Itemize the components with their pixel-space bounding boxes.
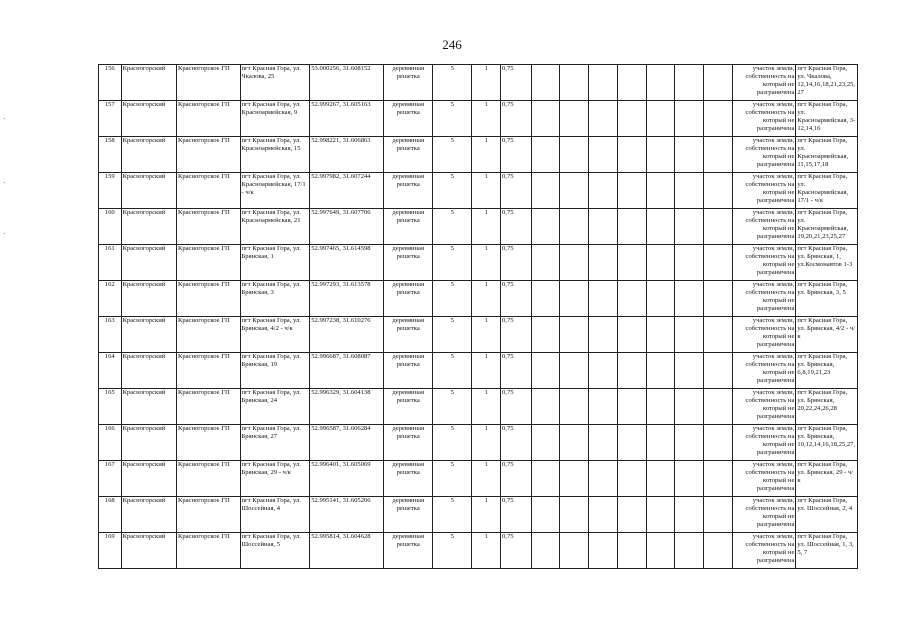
count-cell: 1 [472,497,501,533]
address-cell: пгт Красная Гора, ул. Красноармейская, 17/1 - ч/к [240,173,310,209]
material-cell: деревянная решетка [384,353,433,389]
count-cell: 1 [472,389,501,425]
empty-cell [560,497,589,533]
volume-cell: 0,75 [501,173,532,209]
address-cell: пгт Красная Гора, ул. Красноармейская, 21 [240,209,310,245]
count-cell: 5 [433,533,472,569]
table-row [99,101,858,137]
table-row [99,137,858,173]
coordinates-cell: 52.996401, 31.605069 [310,461,384,497]
empty-cell [589,353,618,389]
empty-cell [560,533,589,569]
material-cell: деревянная решетка [384,497,433,533]
table-row [99,389,858,425]
material-cell: деревянная решетка [384,461,433,497]
settlement-cell: Красногорское ГП [176,461,240,497]
material-cell: деревянная решетка [384,245,433,281]
volume-cell: 0,75 [501,533,532,569]
coordinates-cell: 52.997982, 31.607244 [310,173,384,209]
coordinates-cell: 52.996687, 31.608087 [310,353,384,389]
table-row [99,209,858,245]
empty-cell [646,389,675,425]
district-cell: Красногорский [121,173,176,209]
empty-cell [704,209,733,245]
empty-cell [704,281,733,317]
coordinates-cell: 52.997649, 31.607706 [310,209,384,245]
material-cell: деревянная решетка [384,101,433,137]
empty-cell [531,353,560,389]
row-number: 166 [99,425,122,461]
empty-cell [646,101,675,137]
owner-cell: участок земли, собственность на который не разграничена [732,101,796,137]
empty-cell [589,281,618,317]
count-cell: 5 [433,245,472,281]
district-cell: Красногорский [121,137,176,173]
row-number: 163 [99,317,122,353]
empty-cell [704,245,733,281]
volume-cell: 0,75 [501,317,532,353]
empty-cell [646,533,675,569]
empty-cell [560,425,589,461]
empty-cell [617,425,646,461]
address-cell: пгт Красная Гора, ул. Чкалова, 25 [240,65,310,101]
empty-cell [560,353,589,389]
count-cell: 5 [433,101,472,137]
empty-cell [675,533,704,569]
coordinates-cell: 52.997465, 31.614598 [310,245,384,281]
scan-speck [4,118,5,119]
owner-cell: участок земли, собственность на который не разграничена [732,281,796,317]
row-number: 157 [99,101,122,137]
empty-cell [675,281,704,317]
empty-cell [589,389,618,425]
empty-cell [560,173,589,209]
row-number: 156 [99,65,122,101]
material-cell: деревянная решетка [384,281,433,317]
count-cell: 1 [472,101,501,137]
empty-cell [704,353,733,389]
empty-cell [531,245,560,281]
volume-cell: 0,75 [501,461,532,497]
scan-speck [4,233,5,234]
served-addresses-cell: пгт Красная Гора, ул. Шоссейная, 2, 4 [796,497,858,533]
district-cell: Красногорский [121,353,176,389]
empty-cell [617,209,646,245]
empty-cell [560,65,589,101]
empty-cell [646,173,675,209]
address-cell: пгт Красная Гора, ул. Шоссейная, 4 [240,497,310,533]
settlement-cell: Красногорское ГП [176,101,240,137]
coordinates-cell: 52.999267, 31.605163 [310,101,384,137]
page-number: 246 [442,37,462,52]
empty-cell [531,317,560,353]
empty-cell [589,209,618,245]
empty-cell [704,497,733,533]
empty-cell [589,425,618,461]
served-addresses-cell: пгт Красная Гора, ул. Красноармейская, 17/1 - ч/к [796,173,858,209]
settlement-cell: Красногорское ГП [176,317,240,353]
owner-cell: участок земли, собственность на который не разграничена [732,425,796,461]
district-cell: Красногорский [121,101,176,137]
empty-cell [675,65,704,101]
empty-cell [589,317,618,353]
address-cell: пгт Красная Гора, ул. Брянская, 1 [240,245,310,281]
empty-cell [560,245,589,281]
settlement-cell: Красногорское ГП [176,65,240,101]
served-addresses-cell: пгт Красная Гора, ул. Брянская, 10,12,14,16,18,25,27, [796,425,858,461]
count-cell: 5 [433,65,472,101]
owner-cell: участок земли, собственность на который не разграничена [732,173,796,209]
served-addresses-cell: пгт Красная Гора, ул. Брянская, 3, 5 [796,281,858,317]
volume-cell: 0,75 [501,281,532,317]
empty-cell [646,245,675,281]
district-cell: Красногорский [121,209,176,245]
empty-cell [589,533,618,569]
served-addresses-cell: пгт Красная Гора, ул. Брянская, 20,22,24,26,28 [796,389,858,425]
served-addresses-cell: пгт Красная Гора, ул. Красноармейская, 11,15,17,18 [796,137,858,173]
table-row [99,65,858,101]
count-cell: 5 [433,425,472,461]
empty-cell [617,461,646,497]
row-number: 169 [99,533,122,569]
empty-cell [646,137,675,173]
count-cell: 5 [433,137,472,173]
served-addresses-cell: пгт Красная Гора, ул. Красноармейская, 3-12,14,16 [796,101,858,137]
empty-cell [704,533,733,569]
empty-cell [531,209,560,245]
empty-cell [589,245,618,281]
coordinates-cell: 52.996329, 31.604138 [310,389,384,425]
empty-cell [675,461,704,497]
count-cell: 1 [472,173,501,209]
volume-cell: 0,75 [501,209,532,245]
coordinates-cell: 52.995141, 31.605206 [310,497,384,533]
empty-cell [646,281,675,317]
settlement-cell: Красногорское ГП [176,353,240,389]
table-body [99,65,858,569]
material-cell: деревянная решетка [384,65,433,101]
empty-cell [560,281,589,317]
empty-cell [704,65,733,101]
empty-cell [617,533,646,569]
empty-cell [704,101,733,137]
material-cell: деревянная решетка [384,209,433,245]
count-cell: 5 [433,389,472,425]
empty-cell [704,425,733,461]
table-row [99,245,858,281]
empty-cell [617,281,646,317]
empty-cell [560,137,589,173]
material-cell: деревянная решетка [384,173,433,209]
empty-cell [560,389,589,425]
district-cell: Красногорский [121,245,176,281]
scan-speck [4,182,5,183]
owner-cell: участок земли, собственность на который не разграничена [732,389,796,425]
empty-cell [617,497,646,533]
count-cell: 1 [472,425,501,461]
empty-cell [675,425,704,461]
settlement-cell: Красногорское ГП [176,137,240,173]
empty-cell [675,353,704,389]
material-cell: деревянная решетка [384,137,433,173]
empty-cell [589,137,618,173]
row-number: 168 [99,497,122,533]
empty-cell [617,65,646,101]
count-cell: 5 [433,353,472,389]
volume-cell: 0,75 [501,245,532,281]
empty-cell [704,137,733,173]
empty-cell [531,497,560,533]
count-cell: 5 [433,497,472,533]
empty-cell [675,137,704,173]
owner-cell: участок земли, собственность на который не разграничена [732,65,796,101]
address-cell: пгт Красная Гора, ул. Брянская, 3 [240,281,310,317]
count-cell: 1 [472,317,501,353]
row-number: 167 [99,461,122,497]
empty-cell [531,461,560,497]
volume-cell: 0,75 [501,497,532,533]
empty-cell [560,209,589,245]
empty-cell [617,245,646,281]
count-cell: 5 [433,173,472,209]
count-cell: 5 [433,281,472,317]
volume-cell: 0,75 [501,353,532,389]
settlement-cell: Красногорское ГП [176,497,240,533]
address-cell: пгт Красная Гора, ул. Брянская, 24 [240,389,310,425]
settlement-cell: Красногорское ГП [176,425,240,461]
count-cell: 1 [472,461,501,497]
count-cell: 1 [472,209,501,245]
row-number: 160 [99,209,122,245]
table-row [99,533,858,569]
owner-cell: участок земли, собственность на который не разграничена [732,461,796,497]
served-addresses-cell: пгт Красная Гора, ул. Шоссейная, 1, 3, 5, 7 [796,533,858,569]
empty-cell [589,497,618,533]
count-cell: 1 [472,137,501,173]
coordinates-cell: 53.000256, 31.608152 [310,65,384,101]
owner-cell: участок земли, собственность на который не разграничена [732,245,796,281]
coordinates-cell: 52.996587, 31.606284 [310,425,384,461]
empty-cell [531,137,560,173]
settlement-cell: Красногорское ГП [176,281,240,317]
row-number: 164 [99,353,122,389]
volume-cell: 0,75 [501,389,532,425]
empty-cell [617,389,646,425]
row-number: 162 [99,281,122,317]
district-cell: Красногорский [121,497,176,533]
volume-cell: 0,75 [501,101,532,137]
count-cell: 1 [472,65,501,101]
count-cell: 5 [433,317,472,353]
empty-cell [560,317,589,353]
served-addresses-cell: пгт Красная Гора, ул. Брянская, 29 - ч/к [796,461,858,497]
owner-cell: участок земли, собственность на который не разграничена [732,353,796,389]
settlement-cell: Красногорское ГП [176,389,240,425]
empty-cell [646,65,675,101]
settlement-cell: Красногорское ГП [176,245,240,281]
address-cell: пгт Красная Гора, ул. Красноармейская, 15 [240,137,310,173]
address-cell: пгт Красная Гора, ул. Брянская, 4/2 - ч/к [240,317,310,353]
empty-cell [675,245,704,281]
district-cell: Красногорский [121,389,176,425]
row-number: 158 [99,137,122,173]
empty-cell [617,137,646,173]
empty-cell [589,173,618,209]
district-cell: Красногорский [121,65,176,101]
empty-cell [675,497,704,533]
volume-cell: 0,75 [501,425,532,461]
count-cell: 1 [472,353,501,389]
owner-cell: участок земли, собственность на который не разграничена [732,209,796,245]
empty-cell [531,281,560,317]
empty-cell [531,173,560,209]
empty-cell [675,209,704,245]
empty-cell [646,209,675,245]
count-cell: 1 [472,245,501,281]
served-addresses-cell: пгт Красная Гора, ул. Брянская, 4/2 - ч/к [796,317,858,353]
row-number: 165 [99,389,122,425]
empty-cell [675,317,704,353]
settlement-cell: Красногорское ГП [176,533,240,569]
address-cell: пгт Красная Гора, ул. Брянская, 19 [240,353,310,389]
material-cell: деревянная решетка [384,317,433,353]
owner-cell: участок земли, собственность на который не разграничена [732,533,796,569]
volume-cell: 0,75 [501,137,532,173]
volume-cell: 0,75 [501,65,532,101]
table-row [99,317,858,353]
table-row [99,173,858,209]
served-addresses-cell: пгт Красная Гора, ул. Брянская, 1, ул.Космонавтов 1-3 [796,245,858,281]
empty-cell [531,65,560,101]
table-row [99,281,858,317]
served-addresses-cell: пгт Красная Гора, ул. Красноармейская, 19,20,21,23,25,27 [796,209,858,245]
empty-cell [675,101,704,137]
settlement-cell: Красногорское ГП [176,173,240,209]
empty-cell [646,317,675,353]
table-row [99,425,858,461]
district-cell: Красногорский [121,425,176,461]
container-sites-table [98,64,858,569]
empty-cell [531,101,560,137]
settlement-cell: Красногорское ГП [176,209,240,245]
coordinates-cell: 52.997293, 31.613578 [310,281,384,317]
empty-cell [704,461,733,497]
empty-cell [704,389,733,425]
empty-cell [704,317,733,353]
empty-cell [675,389,704,425]
table-row [99,353,858,389]
district-cell: Красногорский [121,317,176,353]
empty-cell [617,101,646,137]
table-row [99,497,858,533]
empty-cell [617,173,646,209]
owner-cell: участок земли, собственность на который не разграничена [732,137,796,173]
coordinates-cell: 52.997238, 31.610276 [310,317,384,353]
empty-cell [675,173,704,209]
served-addresses-cell: пгт Красная Гора, ул. Брянская, 6,8,19,21,23 [796,353,858,389]
district-cell: Красногорский [121,281,176,317]
empty-cell [560,101,589,137]
owner-cell: участок земли, собственность на который не разграничена [732,317,796,353]
empty-cell [589,101,618,137]
table-row [99,461,858,497]
count-cell: 1 [472,533,501,569]
empty-cell [646,461,675,497]
empty-cell [646,497,675,533]
empty-cell [589,65,618,101]
district-cell: Красногорский [121,461,176,497]
empty-cell [531,533,560,569]
empty-cell [560,461,589,497]
address-cell: пгт Красная Гора, ул. Брянская, 29 - ч/к [240,461,310,497]
count-cell: 1 [472,281,501,317]
empty-cell [531,425,560,461]
empty-cell [704,173,733,209]
count-cell: 5 [433,461,472,497]
coordinates-cell: 52.995814, 31.604628 [310,533,384,569]
material-cell: деревянная решетка [384,389,433,425]
empty-cell [531,389,560,425]
empty-cell [646,353,675,389]
empty-cell [617,353,646,389]
coordinates-cell: 52.998221, 31.606863 [310,137,384,173]
district-cell: Красногорский [121,533,176,569]
address-cell: пгт Красная Гора, ул. Брянская, 27 [240,425,310,461]
row-number: 161 [99,245,122,281]
empty-cell [646,425,675,461]
empty-cell [589,461,618,497]
owner-cell: участок земли, собственность на который не разграничена [732,497,796,533]
material-cell: деревянная решетка [384,425,433,461]
material-cell: деревянная решетка [384,533,433,569]
address-cell: пгт Красная Гора, ул. Красноармейская, 9 [240,101,310,137]
served-addresses-cell: пгт Красная Гора, ул. Чкалова, 12,14,16,18,21,23,25, 27 [796,65,858,101]
count-cell: 5 [433,209,472,245]
row-number: 159 [99,173,122,209]
address-cell: пгт Красная Гора, ул. Шоссейная, 5 [240,533,310,569]
empty-cell [617,317,646,353]
